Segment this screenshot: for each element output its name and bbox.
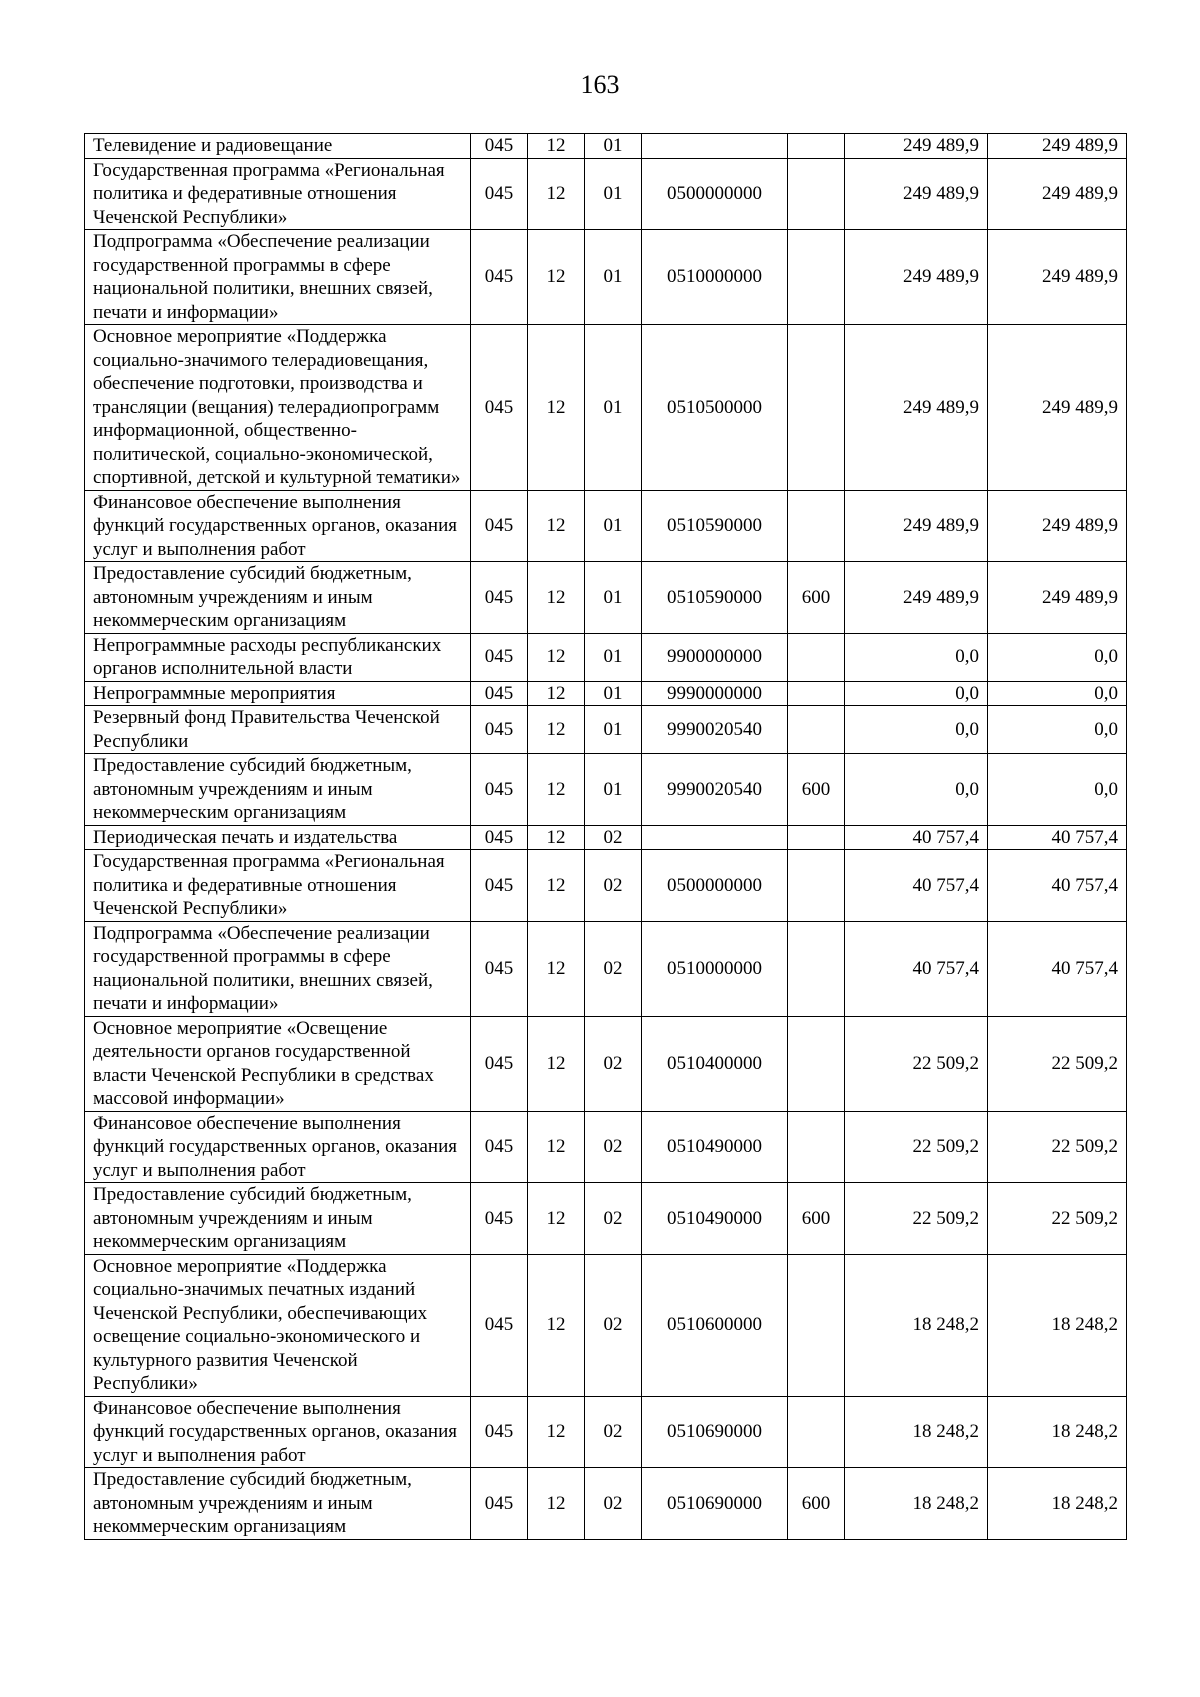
- row-department-code-cell: 045: [471, 754, 528, 826]
- table-row: [85, 562, 1127, 634]
- row-amount-first-year-cell: 249 489,9: [845, 562, 988, 634]
- row-expense-type-cell: 600: [788, 754, 845, 826]
- row-name-cell: Предоставление субсидий бюджетным, автономным учреждениям и иным некоммерческим организациям: [85, 754, 471, 826]
- row-amount-first-year-cell: 249 489,9: [845, 134, 988, 159]
- row-section-code-cell: 12: [528, 1468, 585, 1540]
- table-row: [85, 706, 1127, 754]
- row-department-code-cell: 045: [471, 921, 528, 1016]
- row-name-cell: Телевидение и радиовещание: [85, 134, 471, 159]
- row-amount-first-year-cell: 22 509,2: [845, 1016, 988, 1111]
- row-amount-second-year-cell: 249 489,9: [988, 230, 1127, 325]
- row-section-code-cell: 12: [528, 754, 585, 826]
- row-expense-type-cell: 600: [788, 562, 845, 634]
- row-amount-second-year-cell: 40 757,4: [988, 921, 1127, 1016]
- row-target-article-cell: 0510600000: [642, 1254, 788, 1396]
- row-name-cell: Основное мероприятие «Поддержка социально-значимого телерадиовещания, обеспечение подготовки, производства и трансляции (вещания) телерадиопрограмм информационной, общественно-политической, социально-экономической, спортивной, детской и культурной тематики»: [85, 325, 471, 491]
- row-department-code-cell: 045: [471, 681, 528, 706]
- row-amount-second-year-cell: 249 489,9: [988, 134, 1127, 159]
- row-target-article-cell: 0510400000: [642, 1016, 788, 1111]
- row-department-code-cell: 045: [471, 1016, 528, 1111]
- row-name-cell: Государственная программа «Региональная политика и федеративные отношения Чеченской Республики»: [85, 158, 471, 230]
- row-department-code-cell: 045: [471, 1254, 528, 1396]
- row-department-code-cell: 045: [471, 325, 528, 491]
- row-target-article-cell: 9990020540: [642, 706, 788, 754]
- table-row: [85, 158, 1127, 230]
- row-department-code-cell: 045: [471, 706, 528, 754]
- table-row: [85, 850, 1127, 922]
- row-target-article-cell: 0510590000: [642, 490, 788, 562]
- row-name-cell: Подпрограмма «Обеспечение реализации государственной программы в сфере национальной политики, внешних связей, печати и информации»: [85, 230, 471, 325]
- row-name-cell: Резервный фонд Правительства Чеченской Республики: [85, 706, 471, 754]
- row-subsection-code-cell: 02: [585, 825, 642, 850]
- row-amount-second-year-cell: 0,0: [988, 633, 1127, 681]
- row-section-code-cell: 12: [528, 825, 585, 850]
- row-amount-first-year-cell: 40 757,4: [845, 921, 988, 1016]
- row-name-cell: Основное мероприятие «Поддержка социально-значимых печатных изданий Чеченской Республики, обеспечивающих освещение социально-экономического и культурного развития Чеченской Республики»: [85, 1254, 471, 1396]
- row-amount-second-year-cell: 22 509,2: [988, 1111, 1127, 1183]
- row-target-article-cell: 9990020540: [642, 754, 788, 826]
- row-section-code-cell: 12: [528, 1396, 585, 1468]
- row-name-cell: Предоставление субсидий бюджетным, автономным учреждениям и иным некоммерческим организациям: [85, 1183, 471, 1255]
- table-row: [85, 681, 1127, 706]
- row-expense-type-cell: [788, 706, 845, 754]
- row-amount-first-year-cell: 40 757,4: [845, 850, 988, 922]
- row-name-cell: Подпрограмма «Обеспечение реализации государственной программы в сфере национальной политики, внешних связей, печати и информации»: [85, 921, 471, 1016]
- table-row: [85, 633, 1127, 681]
- row-name-cell: Предоставление субсидий бюджетным, автономным учреждениям и иным некоммерческим организациям: [85, 562, 471, 634]
- row-amount-second-year-cell: 22 509,2: [988, 1016, 1127, 1111]
- row-section-code-cell: 12: [528, 490, 585, 562]
- row-subsection-code-cell: 01: [585, 706, 642, 754]
- row-amount-first-year-cell: 0,0: [845, 706, 988, 754]
- row-name-cell: Финансовое обеспечение выполнения функций государственных органов, оказания услуг и выполнения работ: [85, 1396, 471, 1468]
- row-department-code-cell: 045: [471, 230, 528, 325]
- table-row: [85, 1183, 1127, 1255]
- row-amount-second-year-cell: 249 489,9: [988, 158, 1127, 230]
- table-row: [85, 825, 1127, 850]
- row-department-code-cell: 045: [471, 850, 528, 922]
- row-department-code-cell: 045: [471, 134, 528, 159]
- row-section-code-cell: 12: [528, 1183, 585, 1255]
- row-amount-first-year-cell: 0,0: [845, 633, 988, 681]
- row-department-code-cell: 045: [471, 1111, 528, 1183]
- row-section-code-cell: 12: [528, 681, 585, 706]
- row-expense-type-cell: [788, 681, 845, 706]
- row-target-article-cell: 0500000000: [642, 850, 788, 922]
- table-row: [85, 230, 1127, 325]
- row-amount-first-year-cell: 249 489,9: [845, 490, 988, 562]
- row-section-code-cell: 12: [528, 706, 585, 754]
- row-subsection-code-cell: 01: [585, 681, 642, 706]
- row-amount-second-year-cell: 0,0: [988, 681, 1127, 706]
- row-department-code-cell: 045: [471, 1396, 528, 1468]
- row-amount-first-year-cell: 22 509,2: [845, 1111, 988, 1183]
- table-row: [85, 1396, 1127, 1468]
- row-amount-first-year-cell: 18 248,2: [845, 1254, 988, 1396]
- row-amount-first-year-cell: 18 248,2: [845, 1396, 988, 1468]
- row-target-article-cell: 9990000000: [642, 681, 788, 706]
- row-department-code-cell: 045: [471, 490, 528, 562]
- row-expense-type-cell: [788, 230, 845, 325]
- row-subsection-code-cell: 02: [585, 1396, 642, 1468]
- table-row: [85, 134, 1127, 159]
- row-amount-first-year-cell: 249 489,9: [845, 325, 988, 491]
- row-amount-second-year-cell: 40 757,4: [988, 825, 1127, 850]
- row-amount-first-year-cell: 249 489,9: [845, 158, 988, 230]
- row-subsection-code-cell: 01: [585, 754, 642, 826]
- table-row: [85, 1468, 1127, 1540]
- row-amount-first-year-cell: 22 509,2: [845, 1183, 988, 1255]
- table-row: [85, 325, 1127, 491]
- row-expense-type-cell: [788, 490, 845, 562]
- row-section-code-cell: 12: [528, 850, 585, 922]
- row-expense-type-cell: [788, 850, 845, 922]
- row-department-code-cell: 045: [471, 158, 528, 230]
- row-section-code-cell: 12: [528, 325, 585, 491]
- row-target-article-cell: 0510690000: [642, 1396, 788, 1468]
- row-subsection-code-cell: 02: [585, 1468, 642, 1540]
- row-subsection-code-cell: 01: [585, 134, 642, 159]
- row-section-code-cell: 12: [528, 1254, 585, 1396]
- row-target-article-cell: 0500000000: [642, 158, 788, 230]
- row-subsection-code-cell: 02: [585, 1254, 642, 1396]
- row-name-cell: Непрограммные расходы республиканских органов исполнительной власти: [85, 633, 471, 681]
- row-expense-type-cell: 600: [788, 1183, 845, 1255]
- row-name-cell: Финансовое обеспечение выполнения функций государственных органов, оказания услуг и выполнения работ: [85, 490, 471, 562]
- row-target-article-cell: 0510000000: [642, 921, 788, 1016]
- row-subsection-code-cell: 01: [585, 230, 642, 325]
- row-target-article-cell: 9900000000: [642, 633, 788, 681]
- row-expense-type-cell: [788, 1111, 845, 1183]
- row-name-cell: Основное мероприятие «Освещение деятельности органов государственной власти Чеченской Республики в средствах массовой информации»: [85, 1016, 471, 1111]
- row-expense-type-cell: [788, 825, 845, 850]
- row-section-code-cell: 12: [528, 230, 585, 325]
- row-section-code-cell: 12: [528, 1016, 585, 1111]
- row-amount-second-year-cell: 249 489,9: [988, 562, 1127, 634]
- row-amount-first-year-cell: 0,0: [845, 681, 988, 706]
- row-target-article-cell: 0510500000: [642, 325, 788, 491]
- row-name-cell: Государственная программа «Региональная политика и федеративные отношения Чеченской Республики»: [85, 850, 471, 922]
- row-target-article-cell: 0510490000: [642, 1111, 788, 1183]
- row-name-cell: Финансовое обеспечение выполнения функций государственных органов, оказания услуг и выполнения работ: [85, 1111, 471, 1183]
- row-section-code-cell: 12: [528, 134, 585, 159]
- row-expense-type-cell: [788, 158, 845, 230]
- row-subsection-code-cell: 01: [585, 325, 642, 491]
- row-name-cell: Непрограммные мероприятия: [85, 681, 471, 706]
- row-expense-type-cell: [788, 1016, 845, 1111]
- table-row: [85, 1111, 1127, 1183]
- row-department-code-cell: 045: [471, 1183, 528, 1255]
- row-subsection-code-cell: 02: [585, 1016, 642, 1111]
- row-target-article-cell: 0510590000: [642, 562, 788, 634]
- row-target-article-cell: [642, 134, 788, 159]
- row-expense-type-cell: [788, 633, 845, 681]
- table-row: [85, 921, 1127, 1016]
- row-name-cell: Предоставление субсидий бюджетным, автономным учреждениям и иным некоммерческим организациям: [85, 1468, 471, 1540]
- row-expense-type-cell: [788, 134, 845, 159]
- row-subsection-code-cell: 01: [585, 490, 642, 562]
- row-expense-type-cell: [788, 1396, 845, 1468]
- row-amount-second-year-cell: 18 248,2: [988, 1468, 1127, 1540]
- row-subsection-code-cell: 01: [585, 158, 642, 230]
- row-department-code-cell: 045: [471, 1468, 528, 1540]
- row-subsection-code-cell: 01: [585, 562, 642, 634]
- row-section-code-cell: 12: [528, 1111, 585, 1183]
- row-target-article-cell: 0510690000: [642, 1468, 788, 1540]
- row-amount-second-year-cell: 249 489,9: [988, 490, 1127, 562]
- row-expense-type-cell: 600: [788, 1468, 845, 1540]
- row-expense-type-cell: [788, 1254, 845, 1396]
- row-section-code-cell: 12: [528, 562, 585, 634]
- row-department-code-cell: 045: [471, 562, 528, 634]
- row-target-article-cell: 0510490000: [642, 1183, 788, 1255]
- row-section-code-cell: 12: [528, 921, 585, 1016]
- row-amount-first-year-cell: 0,0: [845, 754, 988, 826]
- row-section-code-cell: 12: [528, 633, 585, 681]
- row-amount-first-year-cell: 18 248,2: [845, 1468, 988, 1540]
- row-expense-type-cell: [788, 921, 845, 1016]
- row-amount-second-year-cell: 0,0: [988, 754, 1127, 826]
- row-amount-first-year-cell: 40 757,4: [845, 825, 988, 850]
- row-target-article-cell: [642, 825, 788, 850]
- row-subsection-code-cell: 02: [585, 1183, 642, 1255]
- row-subsection-code-cell: 02: [585, 1111, 642, 1183]
- table-row: [85, 754, 1127, 826]
- row-amount-second-year-cell: 18 248,2: [988, 1396, 1127, 1468]
- row-amount-second-year-cell: 0,0: [988, 706, 1127, 754]
- row-department-code-cell: 045: [471, 825, 528, 850]
- row-section-code-cell: 12: [528, 158, 585, 230]
- table-row: [85, 490, 1127, 562]
- row-amount-second-year-cell: 249 489,9: [988, 325, 1127, 491]
- row-expense-type-cell: [788, 325, 845, 491]
- row-amount-second-year-cell: 22 509,2: [988, 1183, 1127, 1255]
- budget-table: [84, 133, 1127, 1540]
- row-subsection-code-cell: 02: [585, 850, 642, 922]
- row-amount-second-year-cell: 40 757,4: [988, 850, 1127, 922]
- table-row: [85, 1016, 1127, 1111]
- table-row: [85, 1254, 1127, 1396]
- row-department-code-cell: 045: [471, 633, 528, 681]
- row-amount-first-year-cell: 249 489,9: [845, 230, 988, 325]
- budget-table-body: [85, 134, 1127, 1540]
- page-number: 163: [580, 70, 620, 99]
- row-subsection-code-cell: 01: [585, 633, 642, 681]
- row-target-article-cell: 0510000000: [642, 230, 788, 325]
- row-name-cell: Периодическая печать и издательства: [85, 825, 471, 850]
- row-subsection-code-cell: 02: [585, 921, 642, 1016]
- row-amount-second-year-cell: 18 248,2: [988, 1254, 1127, 1396]
